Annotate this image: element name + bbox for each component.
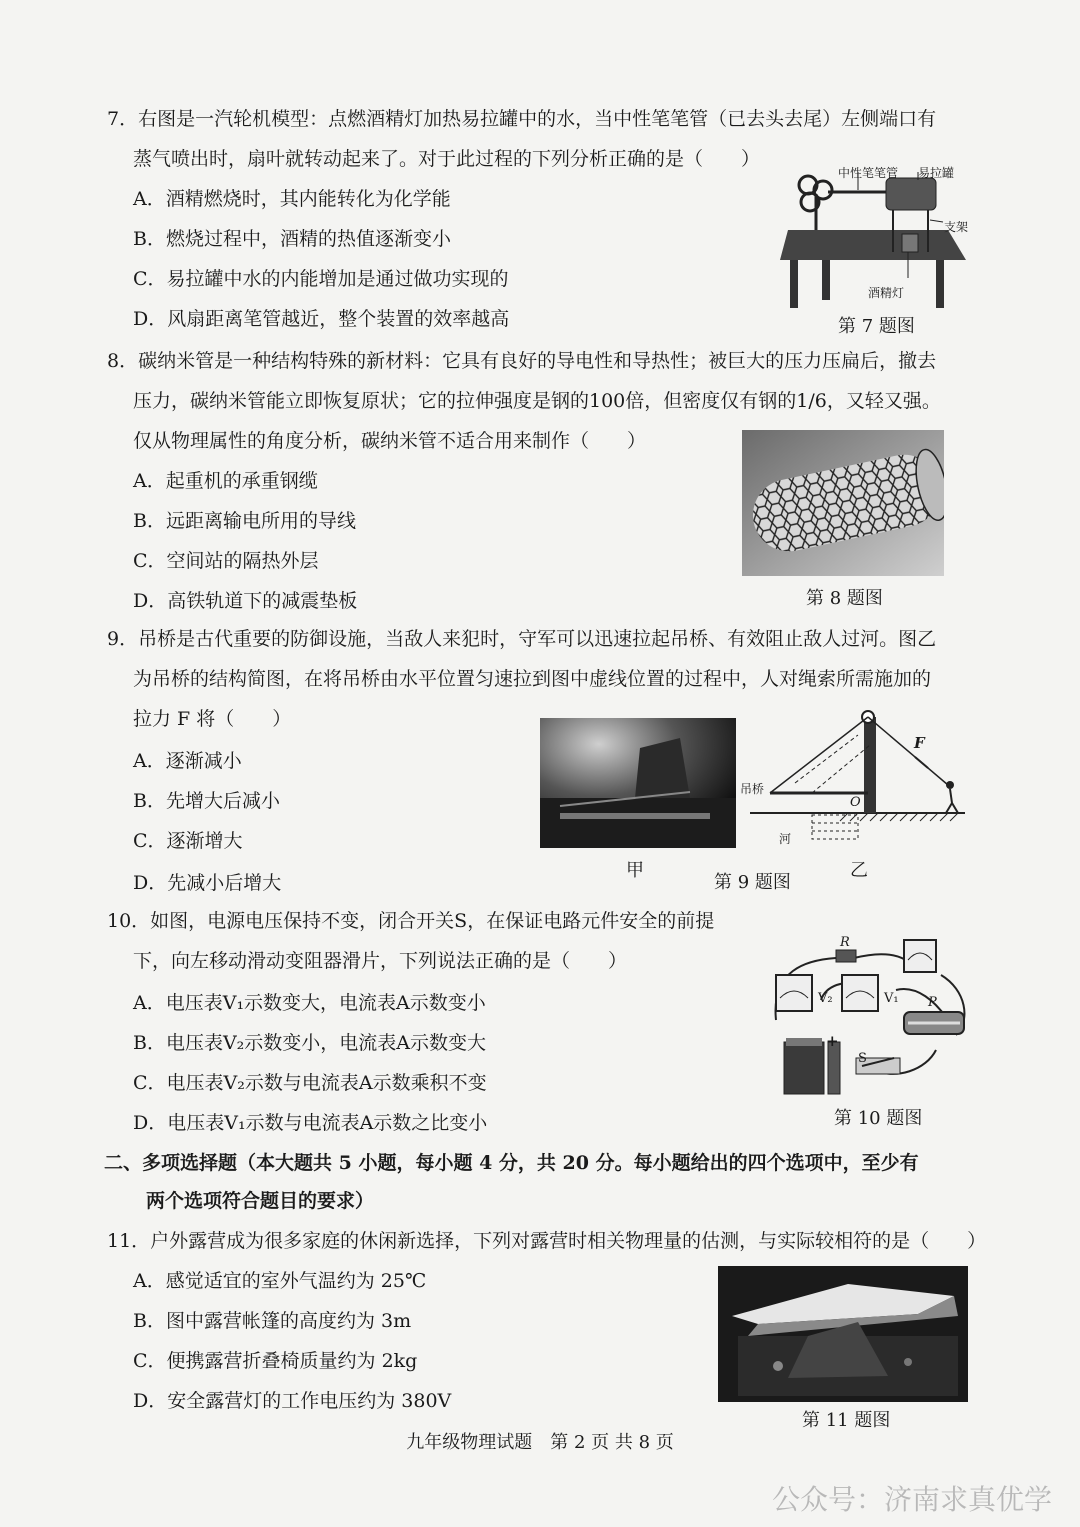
q7-option-b: B．燃烧过程中，酒精的热值逐渐变小: [133, 228, 451, 250]
q8-option-a: A．起重机的承重钢缆: [133, 470, 318, 492]
section2-heading: 二、多项选择题（本大题共 5 小题，每小题 4 分，共 20 分。每小题给出的四个选项中，至少有: [104, 1152, 919, 1174]
q9-label-jia: 甲: [626, 860, 644, 881]
drawbridge-photo: [540, 718, 736, 848]
watermark: 公众号：济南求真优学: [771, 1483, 1052, 1516]
q10-option-d: D．电压表V₁示数与电流表A示数之比变小: [133, 1112, 488, 1134]
q8-caption: 第 8 题图: [806, 588, 883, 609]
q7-option-a: A．酒精燃烧时，其内能转化为化学能: [133, 188, 451, 210]
q8-option-c: C．空间站的隔热外层: [133, 550, 319, 572]
q11-option-b: B．图中露营帐篷的高度约为 3m: [133, 1310, 412, 1332]
q9-label-force: F: [914, 734, 925, 752]
camping-photo: [718, 1266, 968, 1402]
q7-label-stand: 支架: [944, 220, 969, 234]
nanotube-figure: [742, 430, 944, 576]
q9-option-d: D．先减小后增大: [133, 872, 282, 894]
q10-line-2: 下，向左移动滑动变阻器滑片，下列说法正确的是（ ）: [133, 950, 628, 972]
q7-line-2: 蒸气喷出时，扇叶就转动起来了。对于此过程的下列分析正确的是（ ）: [133, 148, 761, 170]
q9-option-c: C．逐渐增大: [133, 830, 243, 852]
q7-caption: 第 7 题图: [838, 316, 915, 337]
q10-label-r: R: [840, 935, 850, 950]
q9-label-yi: 乙: [850, 860, 868, 881]
q9-line-1: 9．吊桥是古代重要的防御设施，当敌人来犯时，守军可以迅速拉起吊桥、有效阻止敌人过河。图乙: [107, 628, 937, 650]
q9-label-bridge: 吊桥: [740, 782, 765, 796]
q8-line-1: 8．碳纳米管是一种结构特殊的新材料：它具有良好的导电性和导热性；被巨大的压力压扁后，撤去: [107, 350, 937, 372]
q7-option-c: C．易拉罐中水的内能增加是通过做功实现的: [133, 268, 509, 290]
q9-line-2: 为吊桥的结构简图，在将吊桥由水平位置匀速拉到图中虚线位置的过程中，人对绳索所需施加的: [133, 668, 932, 690]
q10-label-v1: V₁: [884, 991, 899, 1006]
q7-option-d: D．风扇距离笔管越近，整个装置的效率越高: [133, 308, 510, 330]
q11-option-c: C．便携露营折叠椅质量约为 2kg: [133, 1350, 418, 1372]
q11-caption: 第 11 题图: [802, 1410, 891, 1431]
q9-caption: 第 9 题图: [714, 872, 791, 893]
q11-line-1: 11．户外露营成为很多家庭的休闲新选择，下列对露营时相关物理量的估测，与实际较相符的是（ ）: [107, 1230, 987, 1252]
q10-option-a: A．电压表V₁示数变大，电流表A示数变小: [133, 992, 486, 1014]
q10-option-c: C．电压表V₂示数与电流表A示数乘积不变: [133, 1072, 487, 1094]
q10-line-1: 10．如图，电源电压保持不变，闭合开关S，在保证电路元件安全的前提: [107, 910, 715, 932]
drawbridge-diagram: [740, 705, 965, 850]
q7-label-can: 易拉罐: [918, 166, 955, 180]
q10-caption: 第 10 题图: [834, 1108, 923, 1129]
q9-label-river: 河: [779, 832, 792, 846]
q11-option-d: D．安全露营灯的工作电压约为 380V: [133, 1390, 452, 1412]
q9-option-a: A．逐渐减小: [133, 750, 242, 772]
circuit-figure: [766, 930, 976, 1100]
q7-label-lamp: 酒精灯: [868, 286, 905, 300]
q11-option-a: A．感觉适宜的室外气温约为 25℃: [133, 1270, 427, 1292]
q10-label-plus: +: [826, 1032, 839, 1050]
q10-option-b: B．电压表V₂示数变小，电流表A示数变大: [133, 1032, 487, 1054]
q10-label-v2: V₂: [818, 991, 833, 1006]
q9-label-pivot: O: [850, 795, 861, 810]
q8-option-b: B．远距离输电所用的导线: [133, 510, 356, 532]
q8-line-2: 压力，碳纳米管能立即恢复原状；它的拉伸强度是钢的100倍，但密度仅有钢的1/6，又轻又强。: [133, 390, 941, 412]
q7-line-1: 7．右图是一汽轮机模型：点燃酒精灯加热易拉罐中的水，当中性笔笔管（已去头去尾）左侧端口有: [107, 108, 937, 130]
q8-option-d: D．高铁轨道下的减震垫板: [133, 590, 358, 612]
q10-label-p: P: [928, 995, 937, 1010]
section2-heading-cont: 两个选项符合题目的要求）: [146, 1190, 375, 1212]
q8-line-3: 仅从物理属性的角度分析，碳纳米管不适合用来制作（ ）: [133, 430, 647, 452]
q9-option-b: B．先增大后减小: [133, 790, 280, 812]
page-footer: 九年级物理试题 第 2 页 共 8 页: [406, 1432, 674, 1453]
q10-label-s: S: [858, 1051, 867, 1066]
q7-label-pen: 中性笔笔管: [838, 166, 899, 180]
q9-line-3: 拉力 F 将（ ）: [133, 708, 292, 730]
